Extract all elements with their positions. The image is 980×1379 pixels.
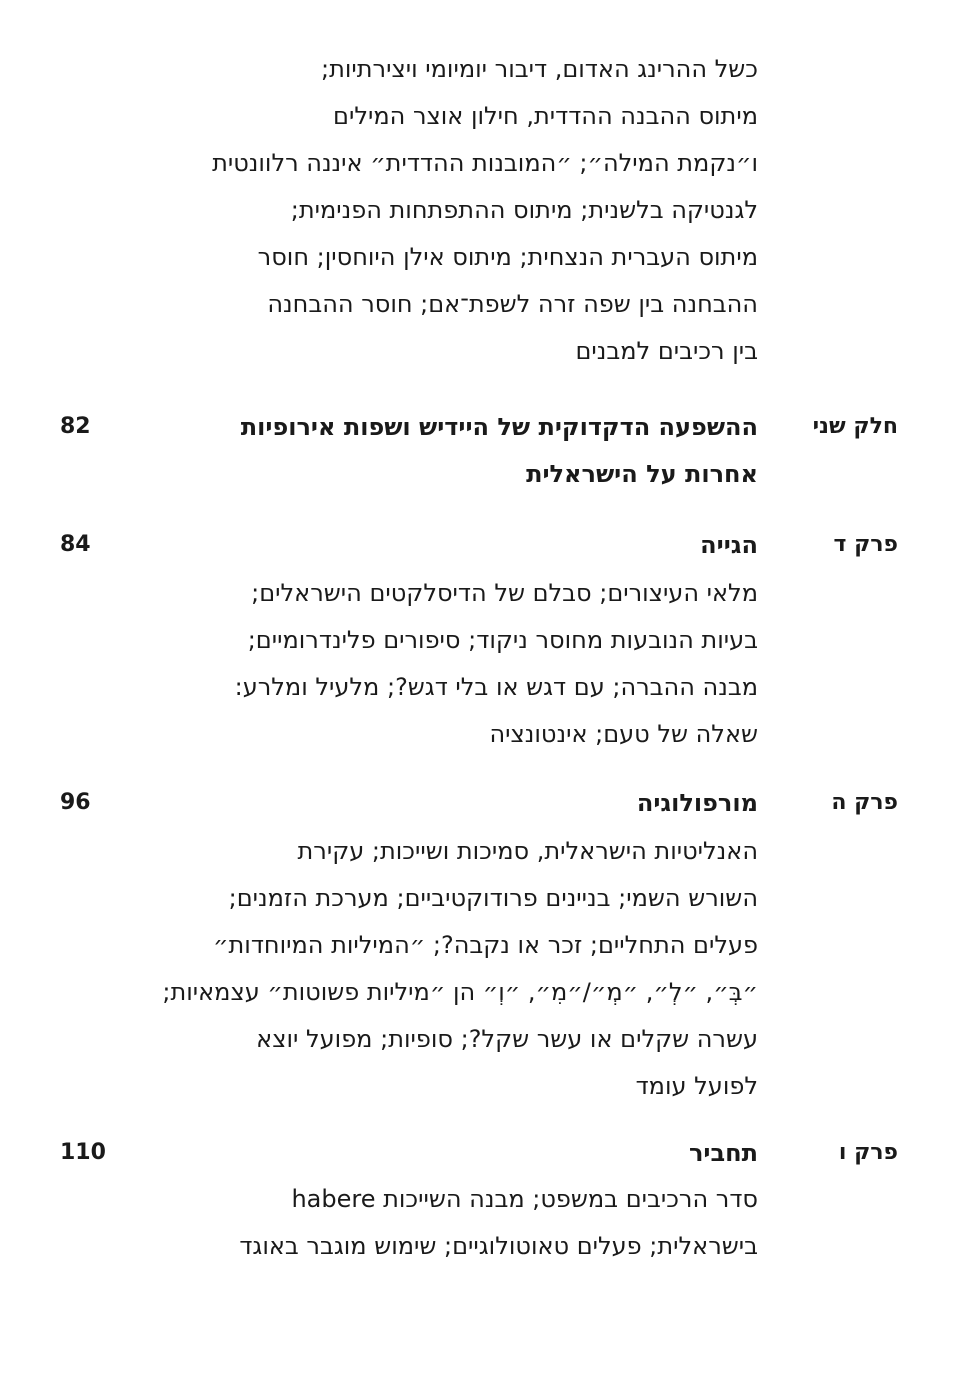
chapter-line: בעיות הנובעות מחוסר ניקוד; סיפורים פלינדרומיים; <box>247 626 758 654</box>
intro-line: מיתוס העברית הנצחית; מיתוס אילן היוחסין; חוסר <box>257 243 758 271</box>
chapter-label: פרק ו <box>838 1140 898 1165</box>
chapter-title: מורפולוגיה <box>636 789 758 817</box>
chapter-line: השורש השמי; בניינים פרודוקטיביים; מערכת הזמנים; <box>228 884 758 912</box>
intro-line: ו״נקמת המילה״; ״המובנות ההדדית״ איננה רלוונטית <box>212 149 758 177</box>
chapter-line: ״בְּ״, ״לְ״, ״מְ״/״מִ״, ״וְ״ הן ״מיליות פשוטות״ עצמאיות; <box>162 978 758 1006</box>
chapter-line: שאלה של טעם; אינטונציה <box>489 720 758 748</box>
chapter-line: פעלים התחליים; זכר או נקבה?; ״המיליות המיוחדות״ <box>213 931 758 959</box>
intro-line: כשל ההרינג האדום, דיבור יומיומי ויצירתיות; <box>321 55 758 83</box>
chapter-line: בישראלית; פעלים טאוטולוגיים; שימוש מוגבר באוגד <box>239 1232 758 1260</box>
intro-line: בין רכיבים למבנים <box>575 337 758 365</box>
chapter-label: פרק ה <box>831 790 898 815</box>
chapter-title: הגייה <box>700 531 758 559</box>
page-number: 96 <box>60 790 91 815</box>
chapter-line: מבנה ההברה; עם דגש או בלי דגש?; מלעיל ומלרע: <box>234 673 758 701</box>
intro-line: ההבחנה בין שפה זרה לשפת־אם; חוסר ההבחנה <box>267 290 758 318</box>
chapter-line: האנליטיות הישראלית, סמיכות ושייכות; עקירת <box>297 837 758 865</box>
page-number: 82 <box>60 414 91 439</box>
chapter-line: עשרה שקלים או עשר שקל?; סופיות; מפועל יוצא <box>256 1025 758 1053</box>
chapter-title: תחביר <box>688 1139 758 1167</box>
chapter-label: פרק ד <box>833 532 898 557</box>
intro-line: מיתוס ההבנה ההדדית, חילון אוצר המילים <box>333 102 758 130</box>
chapter-line: לפועל עומד <box>635 1072 758 1100</box>
chapter-line: סדר הרכיבים במשפט; מבנה השייכות habere <box>291 1185 758 1213</box>
page-number: 110 <box>60 1140 106 1165</box>
part-title-line: אחרות על הישראלית <box>526 460 758 488</box>
part-title-line: ההשפעה הדקדוקית של היידיש ושפות אירופיות <box>240 413 758 441</box>
chapter-line: מלאי העיצורים; סבלם של הדיסלקטים הישראלים; <box>251 579 758 607</box>
page-number: 84 <box>60 532 91 557</box>
part-label: חלק שני <box>812 414 898 439</box>
intro-line: לגנטיקה בלשנית; מיתוס ההתפתחות הפנימית; <box>290 196 758 224</box>
